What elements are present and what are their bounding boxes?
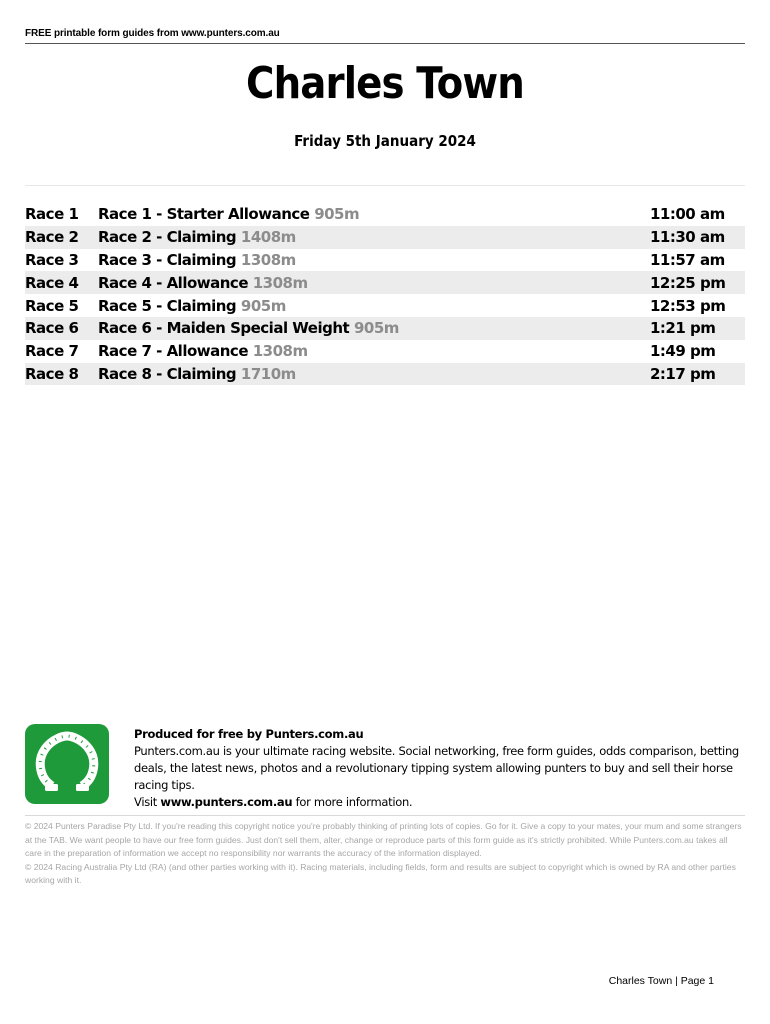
race-number: Race 5 (25, 296, 79, 315)
race-title (98, 319, 650, 337)
race-name: Race 3 - Claiming (98, 250, 237, 269)
race-time: 11:00 am (650, 205, 725, 224)
race-title (98, 365, 650, 383)
race-name: Race 7 - Allowance (98, 342, 248, 361)
race-title (98, 297, 650, 315)
meeting-date: Friday 5th January 2024 (294, 132, 476, 150)
race-row (25, 249, 745, 272)
punters-logo (25, 724, 109, 804)
race-name: Race 1 - Starter Allowance (98, 205, 310, 224)
horseshoe-icon (25, 724, 109, 804)
race-title (98, 228, 650, 246)
punters-link[interactable]: www.punters.com.au (160, 795, 293, 809)
race-time: 2:17 pm (650, 364, 716, 383)
divider (25, 185, 745, 186)
race-row (25, 340, 745, 363)
producer-text (134, 726, 745, 811)
race-distance: 1710m (240, 364, 296, 383)
producer-heading: Produced for free by Punters.com.au (134, 727, 364, 741)
visit-suffix: for more information. (292, 795, 413, 809)
copyright-punters: © 2024 Punters Paradise Pty Ltd. If you're reading this copyright notice you're probably thinking of printing lots of copies. Go for it. Give a copy to your mates, your mum and some strangers at the TAB. We want people to have our free form guides. Just don't sell them, alter, change or reproduce parts of this form guide as it's strictly prohibited. While Punters.com.au takes all care in the preparation of information we accept no responsibility nor warrants the accuracy of the information displayed. (25, 821, 742, 859)
race-row (25, 317, 745, 340)
race-row (25, 294, 745, 317)
divider (25, 815, 745, 816)
race-name: Race 4 - Allowance (98, 273, 248, 292)
race-row (25, 271, 745, 294)
race-distance: 1308m (240, 250, 296, 269)
race-time: 1:49 pm (650, 342, 716, 361)
race-name: Race 2 - Claiming (98, 228, 237, 247)
page-title: Charles Town (246, 58, 524, 109)
race-number: Race 7 (25, 342, 79, 361)
producer-block (25, 724, 745, 809)
race-distance: 1408m (240, 228, 296, 247)
race-distance: 905m (314, 205, 360, 224)
copyright-racing-australia: © 2024 Racing Australia Pty Ltd (RA) (and other parties working with it). Racing materials, including fields, form and results are subject to copyright which is owned by RA and other parties working with it. (25, 861, 736, 886)
race-row (25, 226, 745, 249)
race-time: 12:25 pm (650, 273, 726, 292)
race-time: 12:53 pm (650, 296, 726, 315)
race-row (25, 203, 745, 226)
race-distance: 1308m (252, 342, 308, 361)
race-number: Race 2 (25, 228, 79, 247)
race-row (25, 363, 745, 386)
race-time: 11:30 am (650, 228, 725, 247)
race-number: Race 1 (25, 205, 79, 224)
race-list (25, 203, 745, 385)
race-distance: 905m (353, 319, 399, 338)
race-title (98, 251, 650, 269)
race-name: Race 8 - Claiming (98, 364, 237, 383)
header-tagline: FREE printable form guides from www.punters.com.au (25, 28, 745, 44)
race-distance: 1308m (252, 273, 308, 292)
race-number: Race 4 (25, 273, 79, 292)
race-number: Race 3 (25, 250, 79, 269)
race-name: Race 6 - Maiden Special Weight (98, 319, 350, 338)
race-number: Race 8 (25, 364, 79, 383)
race-time: 11:57 am (650, 250, 725, 269)
page-footer: Charles Town | Page 1 (608, 975, 714, 987)
race-title (98, 342, 650, 360)
race-time: 1:21 pm (650, 319, 716, 338)
race-title (98, 274, 650, 292)
race-distance: 905m (240, 296, 286, 315)
producer-body: Punters.com.au is your ultimate racing website. Social networking, free form guides, odds comparison, betting deals, the latest news, photos and a revolutionary tipping system allowing punters to buy and sell their horse racing tips. (134, 744, 739, 792)
race-title (98, 205, 650, 223)
race-number: Race 6 (25, 319, 79, 338)
visit-prefix: Visit (134, 795, 161, 809)
copyright-notice (25, 820, 745, 888)
race-name: Race 5 - Claiming (98, 296, 237, 315)
producer-visit (134, 794, 745, 811)
